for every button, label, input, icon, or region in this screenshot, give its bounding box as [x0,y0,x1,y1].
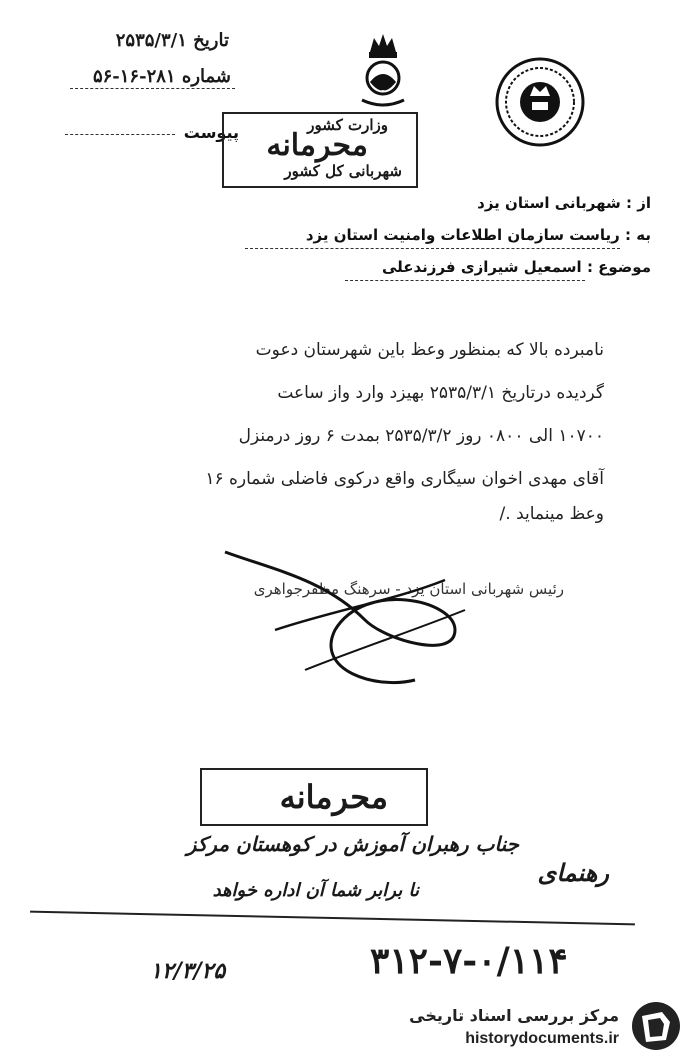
subject-row [382,258,651,276]
body-line-2: گردیده درتاریخ ۲۵۳۵/۳/۱ بهیزد وارد واز ساعت [277,383,604,403]
stamp-ministry: وزارت کشور [307,116,388,134]
signature-line: رئیس شهربانی استان یزد - سرهنگ مظفرجواهری [253,580,564,598]
subject-underline [345,280,585,281]
handwritten-note-1: جناب رهبران آموزش در کوهستان مرکز [186,832,519,856]
crown-emblem-icon [348,30,418,110]
date-label: تاریخ [193,30,229,51]
from-value: شهربانی استان یزد [477,194,621,212]
date-underline [70,88,235,89]
to-underline [245,248,620,249]
signature-scribble-icon [215,540,475,700]
body-line-1: نامبرده بالا که بمنظور وعظ باین شهرستان دعوت [255,340,604,360]
watermark-url: historydocuments.ir [465,1030,619,1047]
stamp-classification: محرمانه [266,128,368,163]
from-label: از : [626,194,651,212]
handwritten-number: ۳۱۲-۷-۰/۱۱۴ [370,940,568,982]
body-line-5: وعظ مینماید ./ [499,504,604,524]
classification-stamp-top [222,112,418,188]
date-field [116,30,229,51]
stamp-municipality: شهربانی کل کشور [284,162,402,180]
body-line-3: ۱۰۷۰۰ الی ۰۸۰۰ روز ۲۵۳۵/۳/۲ بمدت ۶ روز درمنزل [238,426,604,446]
watermark-title: مرکز بررسی اسناد تاریخی [409,1006,619,1025]
handwritten-date: ۱۲/۳/۲۵ [150,958,226,984]
municipality-seal-icon [494,56,586,148]
number-field [93,66,231,87]
handwritten-note-right: رهنمای [537,858,609,887]
to-value: ریاست سازمان اطلاعات وامنیت استان یزد [305,226,620,244]
subject-label: موضوع : [586,258,651,276]
to-row [306,226,651,244]
attachment-label: پیوست [183,123,239,142]
attachment-line [65,134,175,135]
separator-line [30,911,635,926]
handwritten-note-2: نا برابر شما آن اداره خواهد [212,880,419,901]
archive-logo-icon [626,1000,688,1052]
stamp-bottom-classification: محرمانه [279,778,388,816]
number-value: ۲۸۱-۱۶-۵۶ [92,66,176,87]
to-label: به : [625,226,651,244]
number-label: شماره [181,66,231,87]
subject-value: اسمعیل شیرازی فرزندعلی [381,258,582,276]
classification-stamp-bottom [200,768,428,826]
body-line-4: آقای مهدی اخوان سیگاری واقع درکوی فاضلی شماره ۱۶ [205,469,604,489]
from-row [477,194,651,212]
date-value: ۲۵۳۵/۳/۱ [115,30,187,51]
